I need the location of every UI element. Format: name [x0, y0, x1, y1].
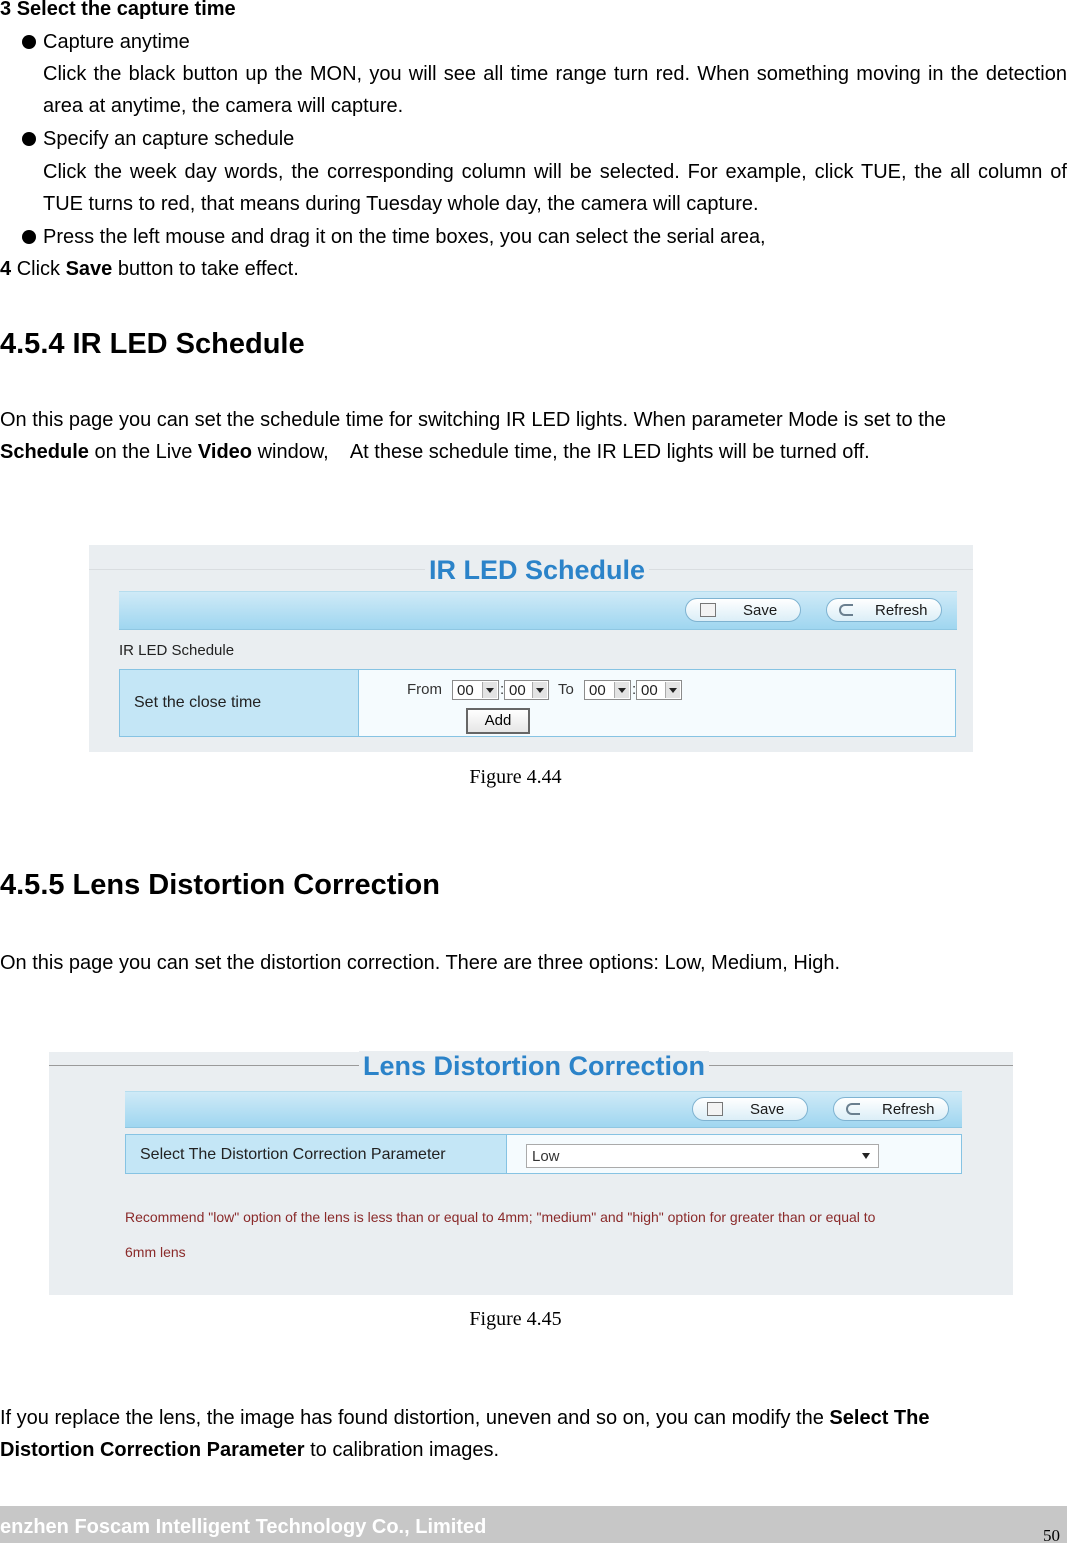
panel-title: IR LED Schedule	[425, 555, 649, 586]
step-4-text: 4 Click Save button to take effect.	[0, 258, 299, 280]
page-footer	[0, 1506, 1067, 1543]
to-hour-select[interactable]: 00	[584, 680, 631, 700]
bullet-specify-schedule: Specify an capture schedule	[43, 128, 295, 150]
save-button[interactable]: Save	[685, 598, 801, 622]
from-minute-select[interactable]: 00	[504, 680, 549, 700]
lens-paragraph: On this page you can set the distortion correction. There are three options: Low, Medium, High.	[0, 952, 841, 974]
step-3-heading: 3 Select the capture time	[0, 0, 236, 20]
page-number: 50	[1043, 1526, 1060, 1545]
save-button[interactable]: Save	[692, 1097, 808, 1121]
capture-anytime-text: Click the black button up the MON, you will see all time range turn red. When something moving in the detection area at anytime, the camera will capture.	[43, 63, 1067, 117]
bullet-icon	[22, 230, 36, 244]
refresh-button[interactable]: Refresh	[833, 1097, 949, 1121]
distortion-parameter-cell	[506, 1134, 962, 1174]
chevron-down-icon	[532, 682, 547, 698]
specify-schedule-text: Click the week day words, the corresponding column will be selected. For example, click TUE, the all column of TUE turns to red, that means during Tuesday whole day, the camera will capture.	[43, 161, 1067, 215]
chevron-down-icon	[862, 1153, 870, 1159]
toolbar	[125, 1091, 962, 1128]
figure-caption: Figure 4.44	[469, 766, 562, 788]
ir-led-paragraph: On this page you can set the schedule time for switching IR LED lights. When parameter Mode is set to the Schedule on the Live Video window, At these schedule time, the IR LED lights will be turned off.	[0, 409, 947, 463]
distortion-parameter-label: Select The Distortion Correction Parameter	[125, 1134, 507, 1174]
chevron-down-icon	[482, 682, 497, 698]
section-heading-lens-distortion: 4.5.5 Lens Distortion Correction	[0, 869, 440, 901]
chevron-down-icon	[614, 682, 629, 698]
closing-paragraph: If you replace the lens, the image has found distortion, uneven and so on, you can modify the Select The Distortion Correction Parameter to calibration images.	[0, 1407, 930, 1461]
add-button[interactable]: Add	[466, 708, 530, 734]
set-close-time-label: Set the close time	[119, 669, 359, 737]
bullet-icon	[22, 132, 36, 146]
chevron-down-icon	[665, 682, 680, 698]
recommendation-note: Recommend "low" option of the lens is less than or equal to 4mm; "medium" and "high" option for greater than or equal to	[125, 1209, 876, 1225]
close-time-value-cell: From 00 : 00 To 00 : 00 Add	[358, 669, 956, 737]
panel-title: Lens Distortion Correction	[359, 1051, 709, 1082]
refresh-icon	[846, 1103, 860, 1115]
section-heading-ir-led: 4.5.4 IR LED Schedule	[0, 328, 305, 360]
lens-distortion-panel	[49, 1052, 1013, 1295]
refresh-button[interactable]: Refresh	[826, 598, 942, 622]
bullet-drag-select: Press the left mouse and drag it on the time boxes, you can select the serial area,	[43, 226, 766, 248]
company-name: enzhen Foscam Intelligent Technology Co., Limited	[0, 1516, 487, 1538]
refresh-icon	[839, 604, 853, 616]
recommendation-note: 6mm lens	[125, 1244, 186, 1260]
figure-caption: Figure 4.45	[469, 1308, 562, 1330]
bullet-icon	[22, 35, 36, 49]
to-minute-select[interactable]: 00	[636, 680, 682, 700]
ir-led-schedule-panel	[89, 545, 973, 752]
save-icon	[700, 603, 716, 617]
save-icon	[707, 1102, 723, 1116]
toolbar	[119, 591, 957, 630]
section-label: IR LED Schedule	[119, 642, 235, 659]
from-hour-select[interactable]: 00	[452, 680, 499, 700]
bullet-capture-anytime: Capture anytime	[43, 31, 190, 53]
distortion-parameter-select[interactable]: Low	[526, 1144, 879, 1168]
